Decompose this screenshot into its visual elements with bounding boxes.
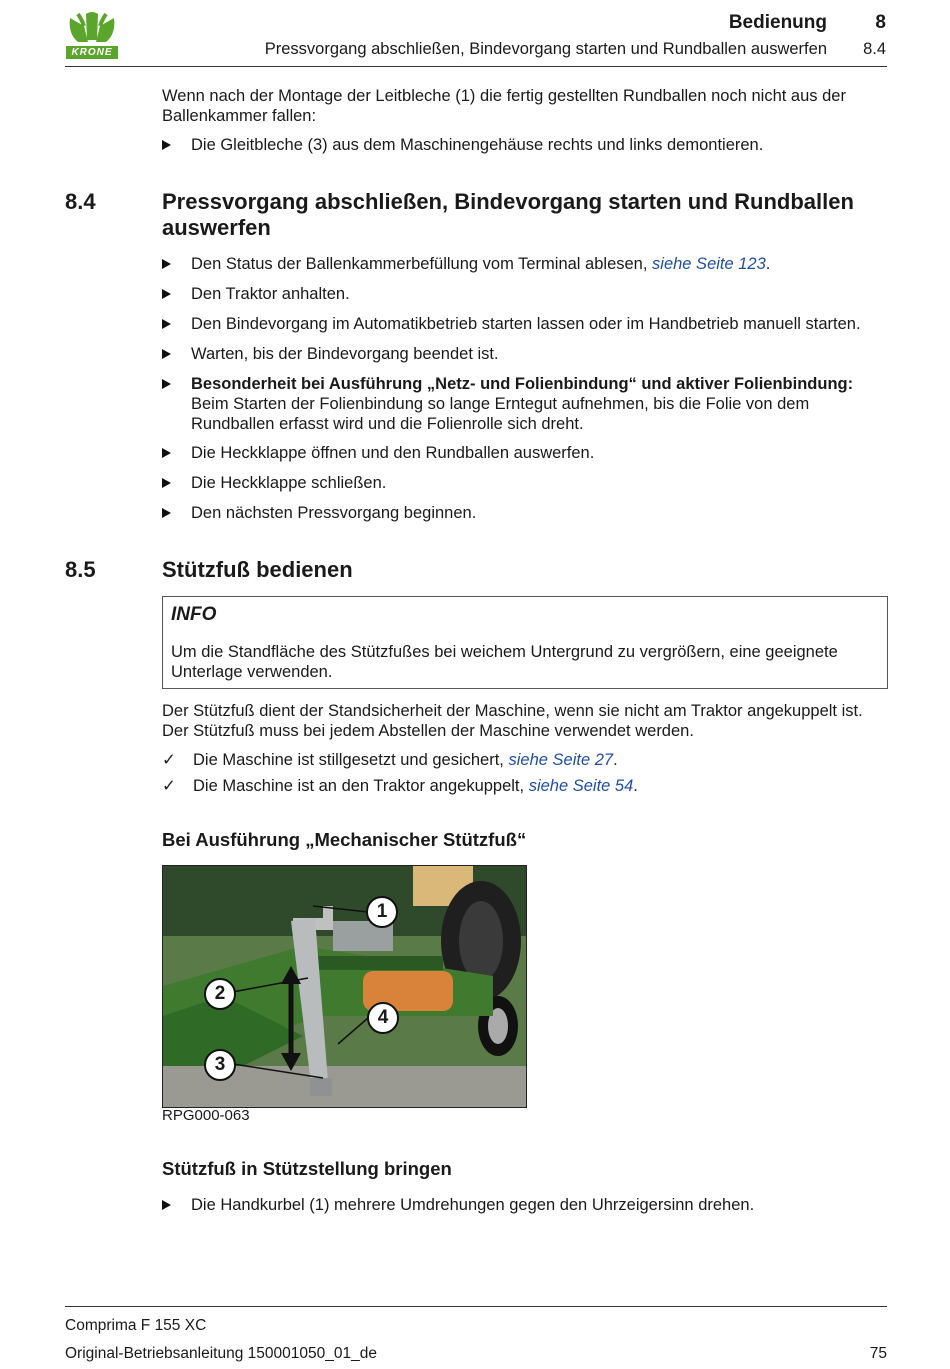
step-emphasis: Besonderheit bei Ausführung „Netz- und Folienbindung“ und aktiver Folienbindung: xyxy=(191,375,854,393)
info-title: INFO xyxy=(171,604,217,625)
footer-rule xyxy=(65,1306,887,1307)
step-text: Besonderheit bei Ausführung „Netz- und Folienbindung“ und aktiver Folienbindung: Beim Starten der Folienbindung so lange Erntegut aufnehmen, bis die Folie von dem Rundballen erfasst wird und die Folienrolle sich dreht. xyxy=(191,375,854,433)
page-link[interactable]: siehe Seite 123 xyxy=(652,255,766,273)
bullet-arrow-icon xyxy=(162,259,171,269)
support-foot-figure xyxy=(162,865,527,1108)
intro-paragraph: Wenn nach der Montage der Leitbleche (1) die fertig gestellten Rundballen noch nicht aus der Ballenkammer fallen: xyxy=(162,87,846,125)
footer-manual: Original-Betriebsanleitung 150001050_01_de xyxy=(65,1345,377,1362)
precondition-text: Die Maschine ist an den Traktor angekuppelt, siehe Seite 54. xyxy=(193,777,638,795)
subheading: Bei Ausführung „Mechanischer Stützfuß“ xyxy=(162,829,527,850)
step-text: Den Traktor anhalten. xyxy=(191,285,350,303)
running-section-title: Pressvorgang abschließen, Bindevorgang starten und Rundballen auswerfen xyxy=(264,40,827,58)
stand-paragraph: Der Stützfuß dient der Standsicherheit der Maschine, wenn sie nicht am Traktor angekuppelt ist. Der Stützfuß muss bei jedem Abstellen der Maschine verwendet werden. xyxy=(162,702,863,740)
step-text: Die Heckklappe öffnen und den Rundballen auswerfen. xyxy=(191,444,595,462)
callout-1: 1 xyxy=(366,896,398,928)
precondition-text: Die Maschine ist stillgesetzt und gesichert, siehe Seite 27. xyxy=(193,751,618,769)
step-text: Den nächsten Pressvorgang beginnen. xyxy=(191,504,477,522)
step-text: Die Heckklappe schließen. xyxy=(191,474,387,492)
bullet-arrow-icon xyxy=(162,349,171,359)
step-text: Die Gleitbleche (3) aus dem Maschinengehäuse rechts und links demontieren. xyxy=(191,136,764,154)
step-text: Den Bindevorgang im Automatikbetrieb starten lassen oder im Handbetrieb manuell starten. xyxy=(191,315,861,333)
page-number: 75 xyxy=(869,1345,887,1362)
checkmark-icon: ✓ xyxy=(162,751,176,769)
callout-2: 2 xyxy=(204,978,236,1010)
chapter-number: 8 xyxy=(875,12,886,33)
bullet-arrow-icon xyxy=(162,1200,171,1210)
info-text: Um die Standfläche des Stützfußes bei weichem Untergrund zu vergrößern, eine geeignete Unterlage verwenden. xyxy=(171,643,838,681)
chapter-title: Bedienung xyxy=(728,12,827,33)
info-box xyxy=(162,596,888,689)
bullet-arrow-icon xyxy=(162,478,171,488)
page-link[interactable]: siehe Seite 27 xyxy=(508,751,614,769)
page-link[interactable]: siehe Seite 54 xyxy=(528,777,634,795)
checkmark-icon: ✓ xyxy=(162,777,176,795)
krone-logo xyxy=(64,8,120,62)
step-text: Die Handkurbel (1) mehrere Umdrehungen gegen den Uhrzeigersinn drehen. xyxy=(191,1196,755,1214)
header-rule xyxy=(65,66,887,67)
footer-model: Comprima F 155 XC xyxy=(65,1317,207,1334)
bullet-arrow-icon xyxy=(162,448,171,458)
subheading: Stützfuß in Stützstellung bringen xyxy=(162,1158,452,1179)
bullet-arrow-icon xyxy=(162,140,171,150)
section-number: 8.5 xyxy=(65,557,96,582)
callout-4: 4 xyxy=(367,1002,399,1034)
callout-3: 3 xyxy=(204,1049,236,1081)
section-title: Stützfuß bedienen xyxy=(162,557,353,582)
bullet-arrow-icon xyxy=(162,379,171,389)
bullet-arrow-icon xyxy=(162,508,171,518)
bullet-arrow-icon xyxy=(162,319,171,329)
figure-caption: RPG000-063 xyxy=(162,1107,250,1124)
section-title: Pressvorgang abschließen, Bindevorgang starten und Rundballen auswerfen xyxy=(162,189,854,240)
section-number: 8.4 xyxy=(65,189,96,214)
running-section-number: 8.4 xyxy=(863,40,886,58)
bullet-arrow-icon xyxy=(162,289,171,299)
step-text: Den Status der Ballenkammerbefüllung vom Terminal ablesen, siehe Seite 123. xyxy=(191,255,771,273)
step-text: Warten, bis der Bindevorgang beendet ist. xyxy=(191,345,499,363)
logo-wordmark: KRONE xyxy=(71,47,113,58)
